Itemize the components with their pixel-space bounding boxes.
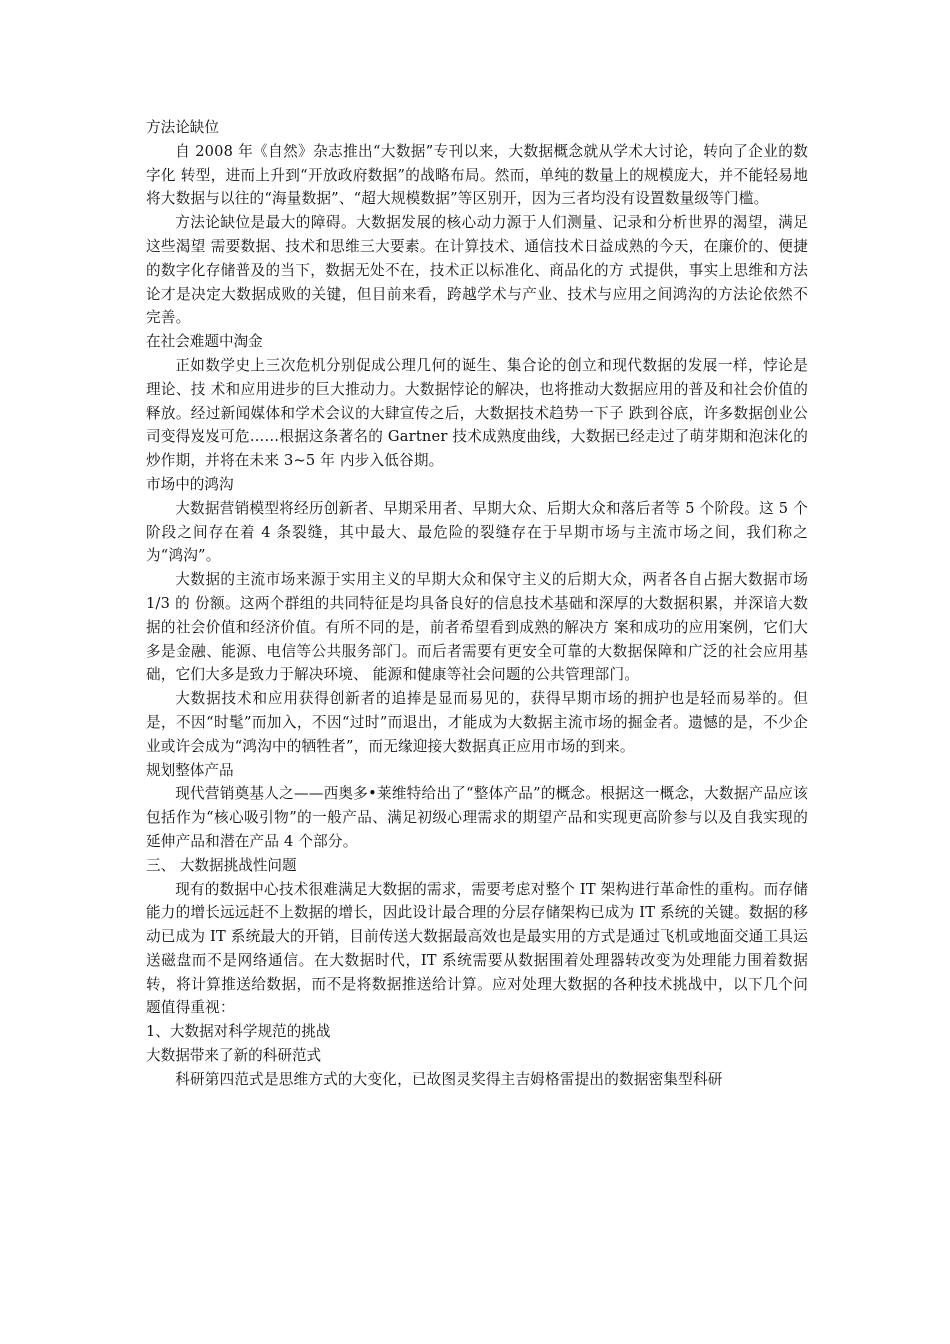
section-heading: 规划整体产品 <box>146 761 234 779</box>
section-heading: 方法论缺位 <box>146 119 219 136</box>
paragraph: 大数据营销模型将经历创新者、早期采用者、早期大众、后期大众和落后者等 5 个阶段。这 5 个阶段之间存在着 4 条裂缝，其中最大、最危险的裂缝存在于早期市场与主流市场之间，我们称之为“鸿沟”。 <box>146 499 808 565</box>
section-heading: 大数据带来了新的科研范式 <box>146 1047 322 1065</box>
paragraph: 现有的数据中心技术很难满足大数据的需求，需要考虑对整个 IT 架构进行革命性的重构。而存储能力的增长远远赶不上数据的增长，因此设计最合理的分层存储架构已成为 IT 系统的关键。数据的移动已成为 IT 系统最大的开销，目前传送大数据最高效也是最实用的方式是通过飞机或地面交通工具运送磁盘而不是网络通信。在大数据时代，IT 系统需要从数据围着处理器转改变为处理能力围着数据转，将计算推送给数据，而不是将数据推送给计算。应对处理大数据的各种技术挑战中，以下几个问题值得重视： <box>146 880 808 1017</box>
paragraph: 自 2008 年《自然》杂志推出“大数据”专刊以来，大数据概念就从学术大讨论，转向了企业的数字化 转型，进而上升到“开放政府数据”的战略布局。然而，单纯的数量上的规模庞大，并不能轻易地将大数据与以往的“海量数据”、“超大规模数据”等区别开，因为三者均没有设置数量级等门槛。 <box>146 142 808 208</box>
paragraph: 方法论缺位是最大的障碍。大数据发展的核心动力源于人们测量、记录和分析世界的渴望，满足这些渴望 需要数据、技术和思维三大要素。在计算技术、通信技术日益成熟的今天，在廉价的、便捷的数字化存储普及的当下，数据无处不在，技术正以标准化、商品化的方 式提供，事实上思维和方法论才是决定大数据成败的关键，但目前来看，跨越学术与产业、技术与应用之间鸿沟的方法论依然不完善。 <box>146 214 808 327</box>
paragraph: 大数据的主流市场来源于实用主义的早期大众和保守主义的后期大众，两者各自占据大数据市场 1/3 的 份额。这两个群组的共同特征是均具备良好的信息技术基础和深厚的大数据积累，并深谙大数据的社会价值和经济价值。有所不同的是，前者希望看到成熟的解决方 案和成功的应用案例，它们大多是金融、能源、电信等公共服务部门。而后者需要有更安全可靠的大数据保障和广泛的社会应用基础，它们大多是致力于解决环境、 能源和健康等社会问题的公共管理部门。 <box>146 571 808 684</box>
chapter-heading: 三、 大数据挑战性问题 <box>146 856 297 874</box>
section-heading: 市场中的鸿沟 <box>146 475 234 493</box>
paragraph: 现代营销奠基人之——西奥多•莱维特给出了“整体产品”的概念。根据这一概念，大数据产品应该包括作为“核心吸引物”的一般产品、满足初级心理需求的期望产品和实现更高阶参与以及自我实现的延伸产品和潜在产品 4 个部分。 <box>146 785 808 850</box>
paragraph: 正如数学史上三次危机分别促成公理几何的诞生、集合论的创立和现代数据的发展一样，悖论是理论、技 术和应用进步的巨大推动力。大数据悖论的解决，也将推动大数据应用的普及和社会价值的释放。经过新闻媒体和学术会议的大肆宣传之后，大数据技术趋势一下子 跌到谷底，许多数据创业公司变得岌岌可危……根据这条著名的 Gartner 技术成熟度曲线，大数据已经走过了萌芽期和泡沫化的炒作期，并将在未来 3~5 年 内步入低谷期。 <box>146 356 808 470</box>
paragraph: 大数据技术和应用获得创新者的追捧是显而易见的，获得早期市场的拥护也是轻而易举的。但是，不因“时髦”而加入，不因“过时”而退出，才能成为大数据主流市场的掘金者。遗憾的是，不少企业或许会成为“鸿沟中的牺牲者”，而无缘迎接大数据真正应用市场的到来。 <box>146 690 808 755</box>
document-body <box>146 116 808 1092</box>
section-heading: 在社会难题中淘金 <box>146 333 263 351</box>
subsection-heading: 1、大数据对科学规范的挑战 <box>146 1023 331 1041</box>
paragraph: 科研第四范式是思维方式的大变化，已故图灵奖得主吉姆格雷提出的数据密集型科研 <box>175 1070 723 1088</box>
